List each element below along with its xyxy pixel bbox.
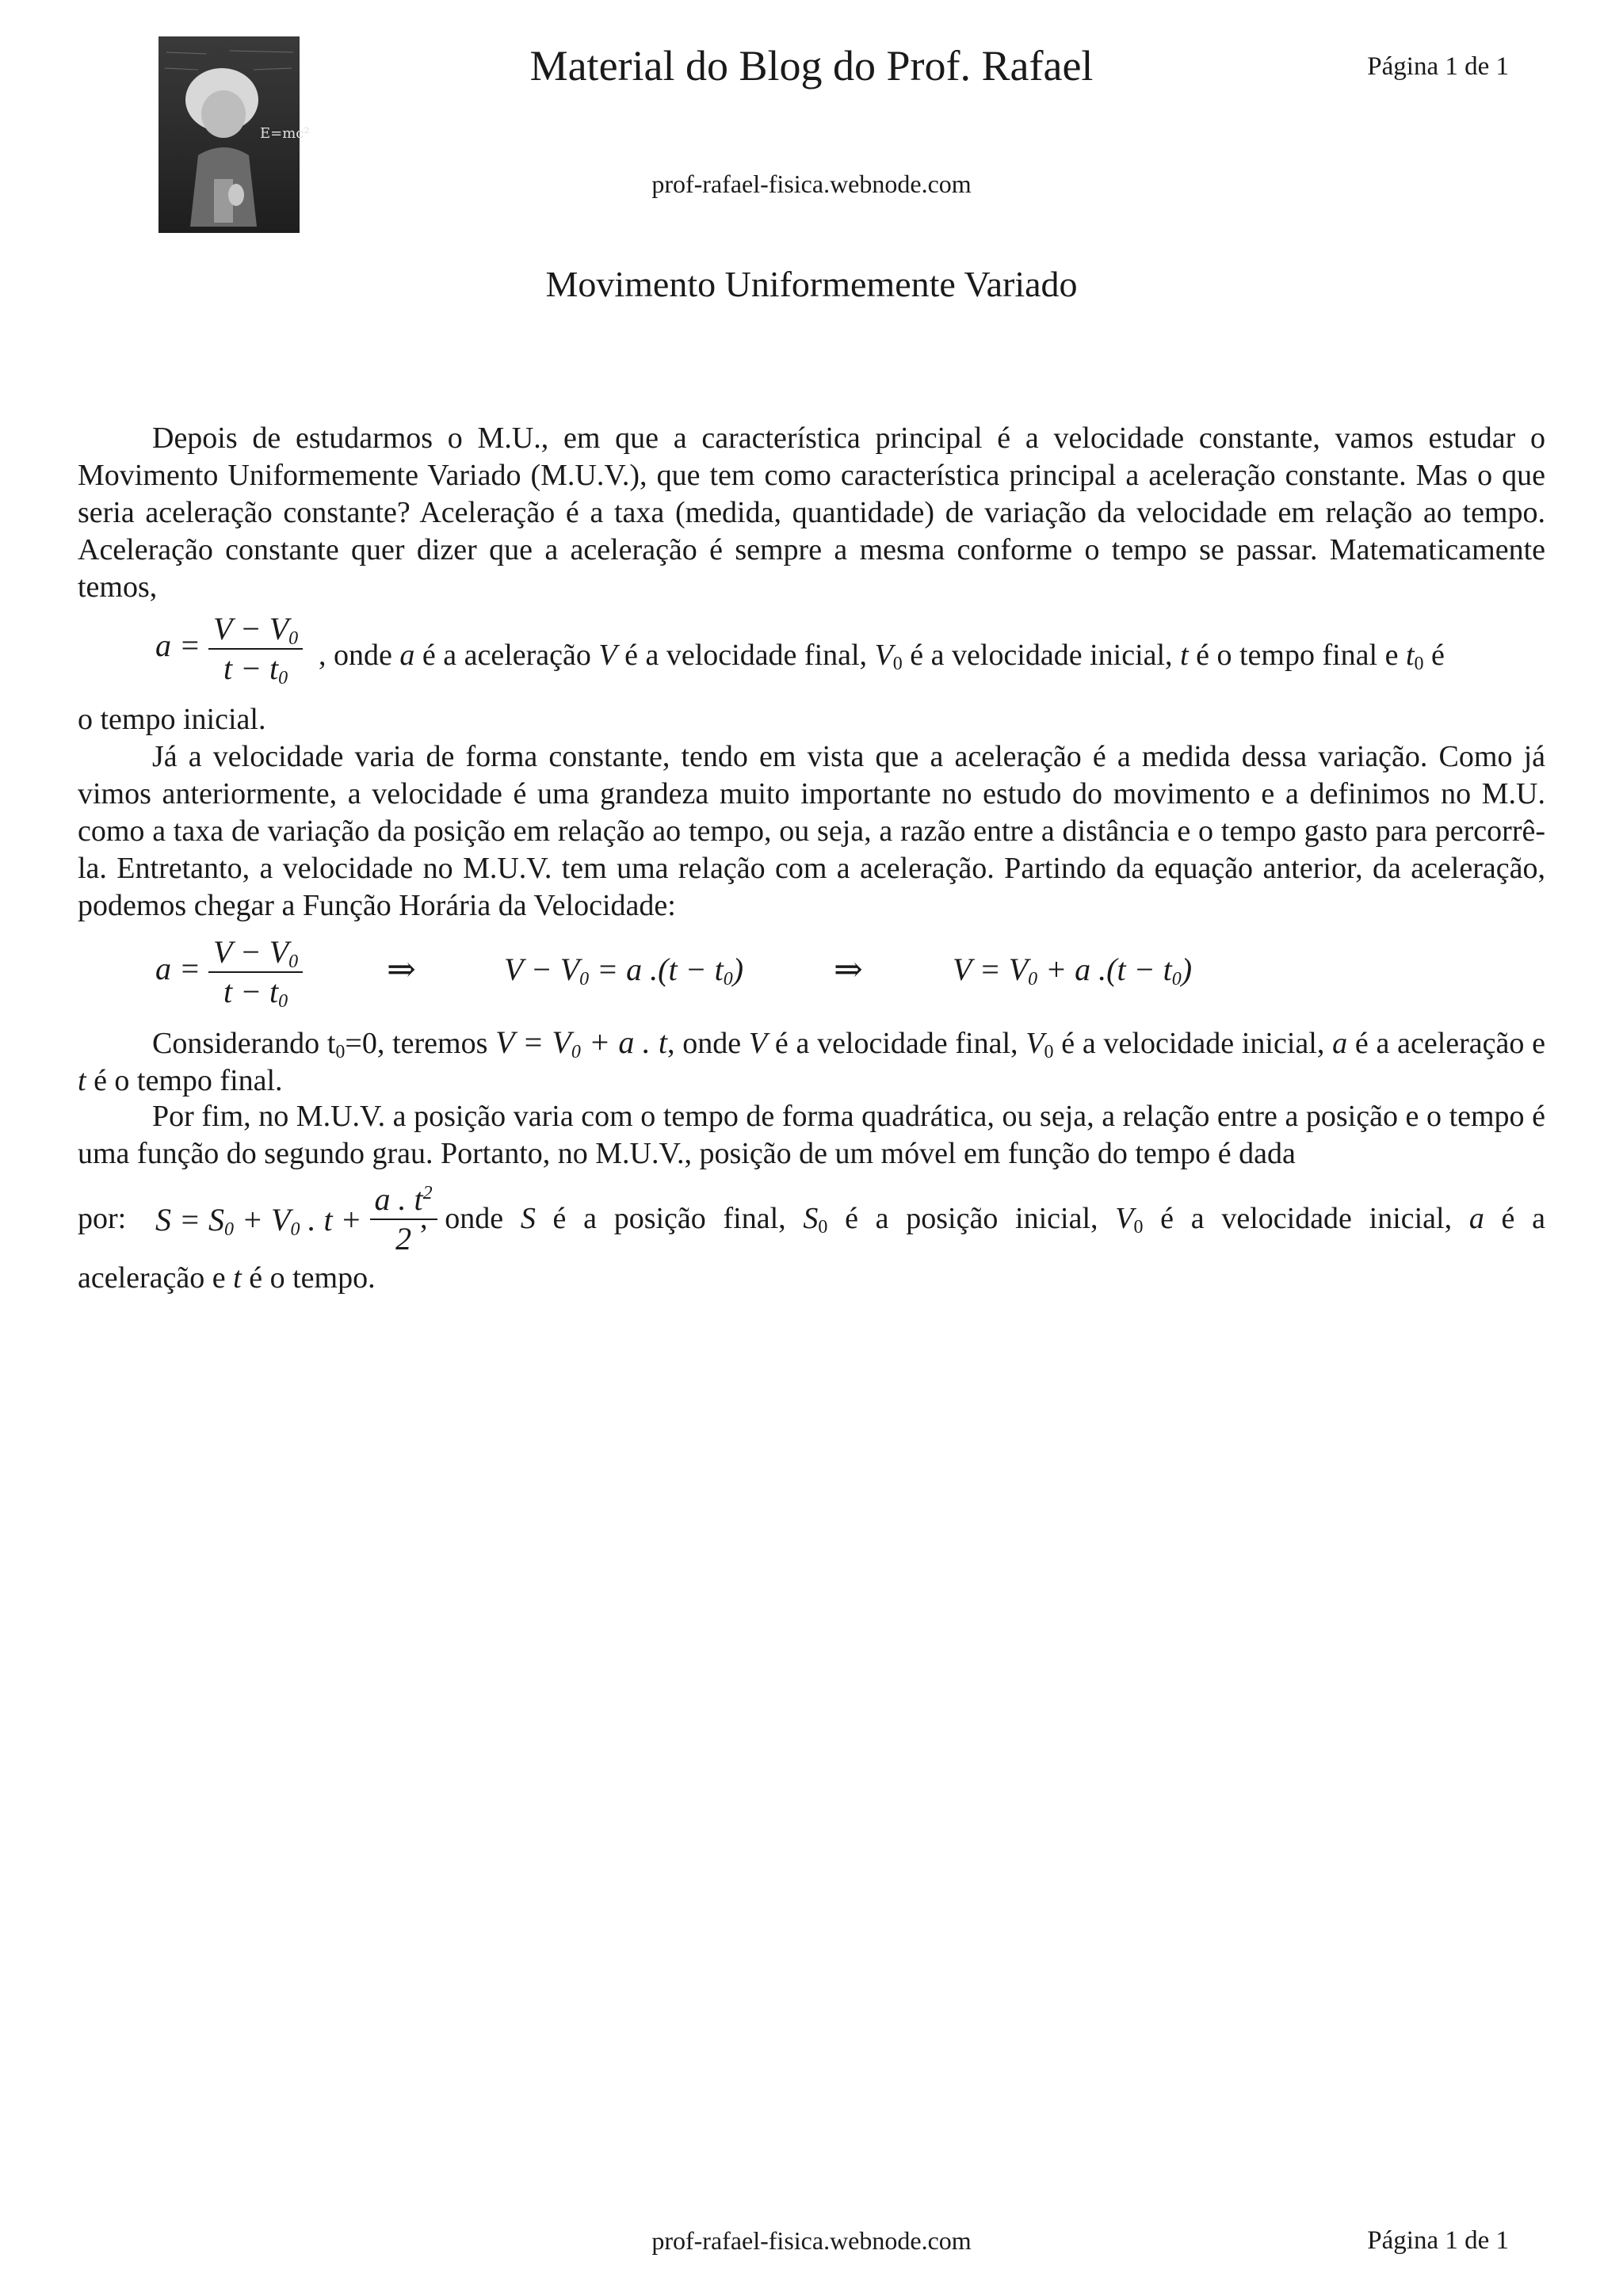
footer-url: prof-rafael-fisica.webnode.com (651, 2226, 972, 2255)
formula2-description: , onde S é a posição final, $S_0$ é a posição inicial, $V_0$ é a velocidade inicial, a é a (420, 1202, 1545, 1238)
formula-position-function: $S = S_0 + V_0$ . t + $\frac{a . t^2}{2}$ (155, 1180, 437, 1258)
paragraph-considering: Considerando $t_0=0$, teremos $V = V_0 + a$ . t, onde V é a velocidade final, $V_0$ é a velocidade inicial, a é a aceleração e t é o tempo final. (78, 1024, 1546, 1097)
header-page-number: Página 1 de 1 (1367, 52, 1509, 81)
svg-text:E=mc²: E=mc² (260, 125, 310, 142)
label-por: por: (78, 1202, 127, 1235)
formula-acceleration-repeat: a = $\frac{V - V_0}{t - t_0}$ (155, 933, 303, 1011)
implies-arrow-2: ⇒ (834, 950, 863, 989)
paragraph-velocity: Já a velocidade varia de forma constante, tendo em vista que a aceleração é a medida dessa variação. Como já vimos anteriormente, a velocidade é uma grandeza muito importante no estudo do movimento e a definimos no M.U. como a taxa de variação da posição em relação ao tempo, ou seja, a razão entre a distância e o tempo gasto para percorrê-la. Entretanto, a velocidade no M.U.V. tem uma relação com a aceleração. Partindo da equação anterior, da aceleração, podemos chegar a Função Horária da Velocidade: (78, 740, 1545, 922)
paragraph-position: Por fim, no M.U.V. a posição varia com o tempo de forma quadrática, ou seja, a relação entre a posição e o tempo é uma função do segundo grau. Portanto, no M.U.V., posição de um móvel em função do tempo é dada (78, 1100, 1545, 1170)
formula-acceleration: a = $\frac{V - V_0}{t - t_0}$ (155, 610, 303, 688)
implies-arrow-1: ⇒ (387, 950, 416, 989)
paragraph-intro: Depois de estudarmos o M.U., em que a característica principal é a velocidade constante, vamos estudar o Movimento Uniformemente Variado (M.U.V.), que tem como característica principal a aceleração constante. Mas o que seria aceleração constante? Aceleração é a taxa (medida, quantidade) de variação da velocidade em relação ao tempo. Aceleração constante quer dizer que a aceleração é sempre a mesma conforme o tempo se passar. Matematicamente temos, (78, 421, 1545, 604)
footer-page-number: Página 1 de 1 (1367, 2226, 1509, 2255)
formula-velocity-function: $V = V_0 + a$ $.(t - t_0)$ (953, 952, 1193, 990)
formula1-continuation: o tempo inicial. (78, 703, 266, 736)
header-title: Material do Blog do Prof. Rafael (529, 42, 1094, 90)
formula2-continuation: aceleração e t é o tempo. (78, 1261, 376, 1295)
document-title: Movimento Uniformemente Variado (545, 264, 1078, 304)
formula-velocity-difference: $V - V_0 = a$ $.(t - t_0)$ (504, 952, 744, 990)
header-url: prof-rafael-fisica.webnode.com (651, 170, 972, 198)
formula-velocity-simple: $V = V_0 + a$ . t (495, 1024, 667, 1062)
formula1-description: , onde a é a aceleração V é a velocidade final, $V_0$ é a velocidade inicial, t é o tempo final e $t_0$ é (319, 639, 1445, 674)
